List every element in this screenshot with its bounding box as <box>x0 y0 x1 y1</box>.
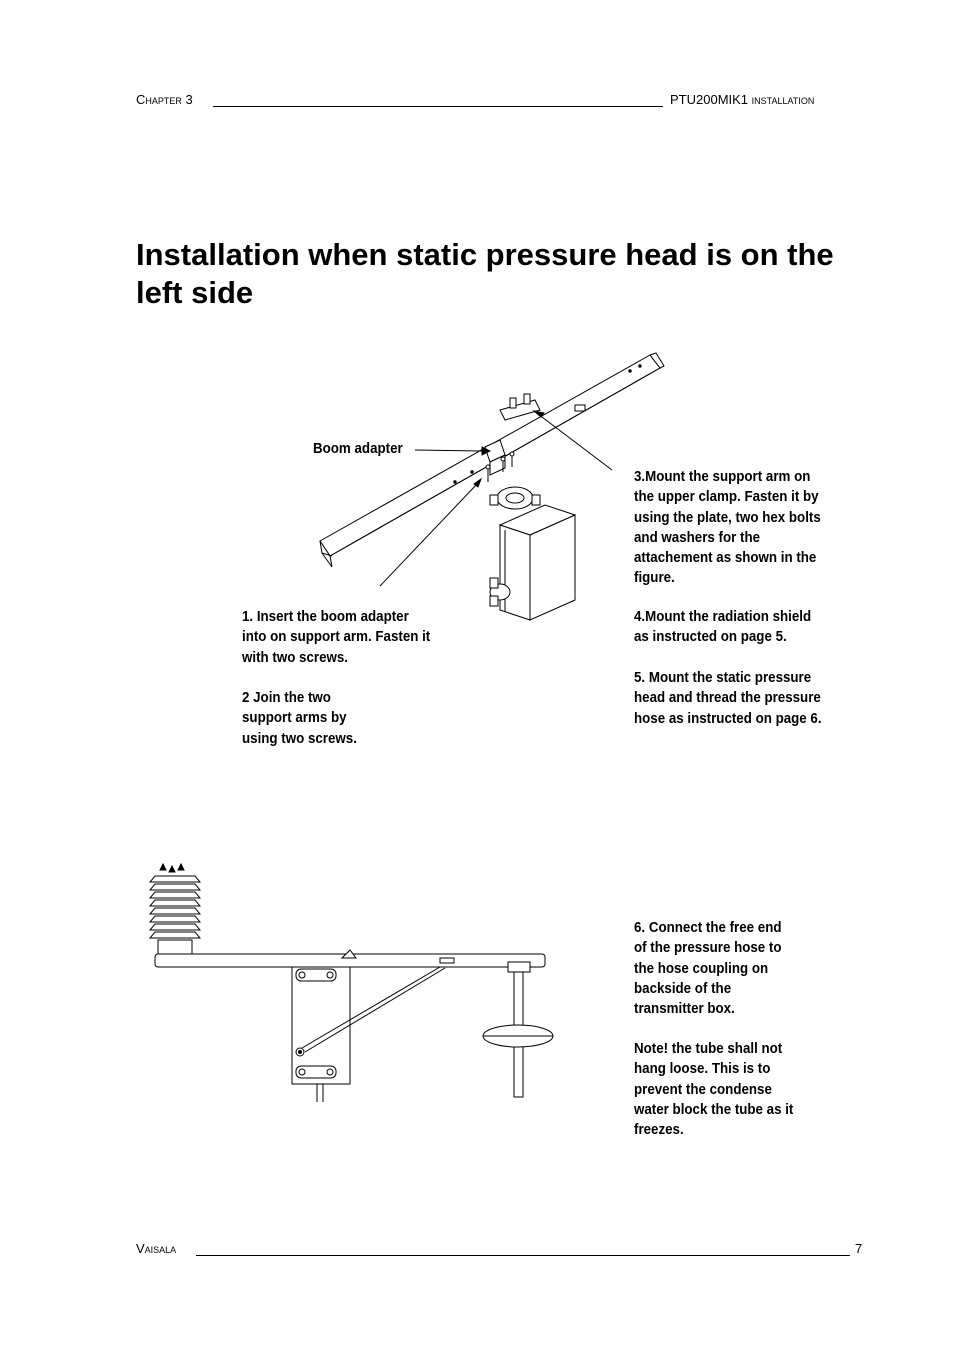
page-number: 7 <box>855 1241 863 1256</box>
chapter-label: Chapter 3 <box>136 92 193 107</box>
step3-leader <box>538 414 612 470</box>
footer-rule <box>196 1242 850 1256</box>
product-name: PTU200MIK1 <box>670 92 749 107</box>
step-1-text: 1. Insert the boom adapter into on support arm. Fasten it with two screws. <box>242 609 431 666</box>
step-3-text: 3.Mount the support arm on the upper clamp. Fasten it by using the plate, two hex bolts and washers for the attachement as shown in the figure. <box>634 469 821 587</box>
note-text: Note! the tube shall not hang loose. This is to prevent the condense water block the tube as it freezes. <box>634 1041 794 1139</box>
step-6-text: 6. Connect the free end of the pressure hose to the hose coupling on backside of the transmitter box. <box>634 920 782 1018</box>
step-5-text: 5. Mount the static pressure head and thread the pressure hose as instructed on page 6. <box>634 670 822 727</box>
clamp-plate <box>500 400 540 420</box>
section-name: installation <box>751 92 815 107</box>
brand-name: Vaisala <box>136 1241 177 1256</box>
step-4-text: 4.Mount the radiation shield as instructed on page 5. <box>634 609 812 646</box>
boom-adapter-label: Boom adapter <box>313 441 403 457</box>
radiation-shield <box>150 876 200 882</box>
figure-side-view <box>150 864 553 1102</box>
shield-top-cap <box>160 864 166 870</box>
page-title: Installation when static pressure head is on the left side <box>136 237 834 310</box>
footer-brand <box>136 1241 176 1256</box>
step-2-text: 2 Join the two support arms by using two screws. <box>242 690 357 747</box>
boom-adapter-leader <box>415 450 482 451</box>
